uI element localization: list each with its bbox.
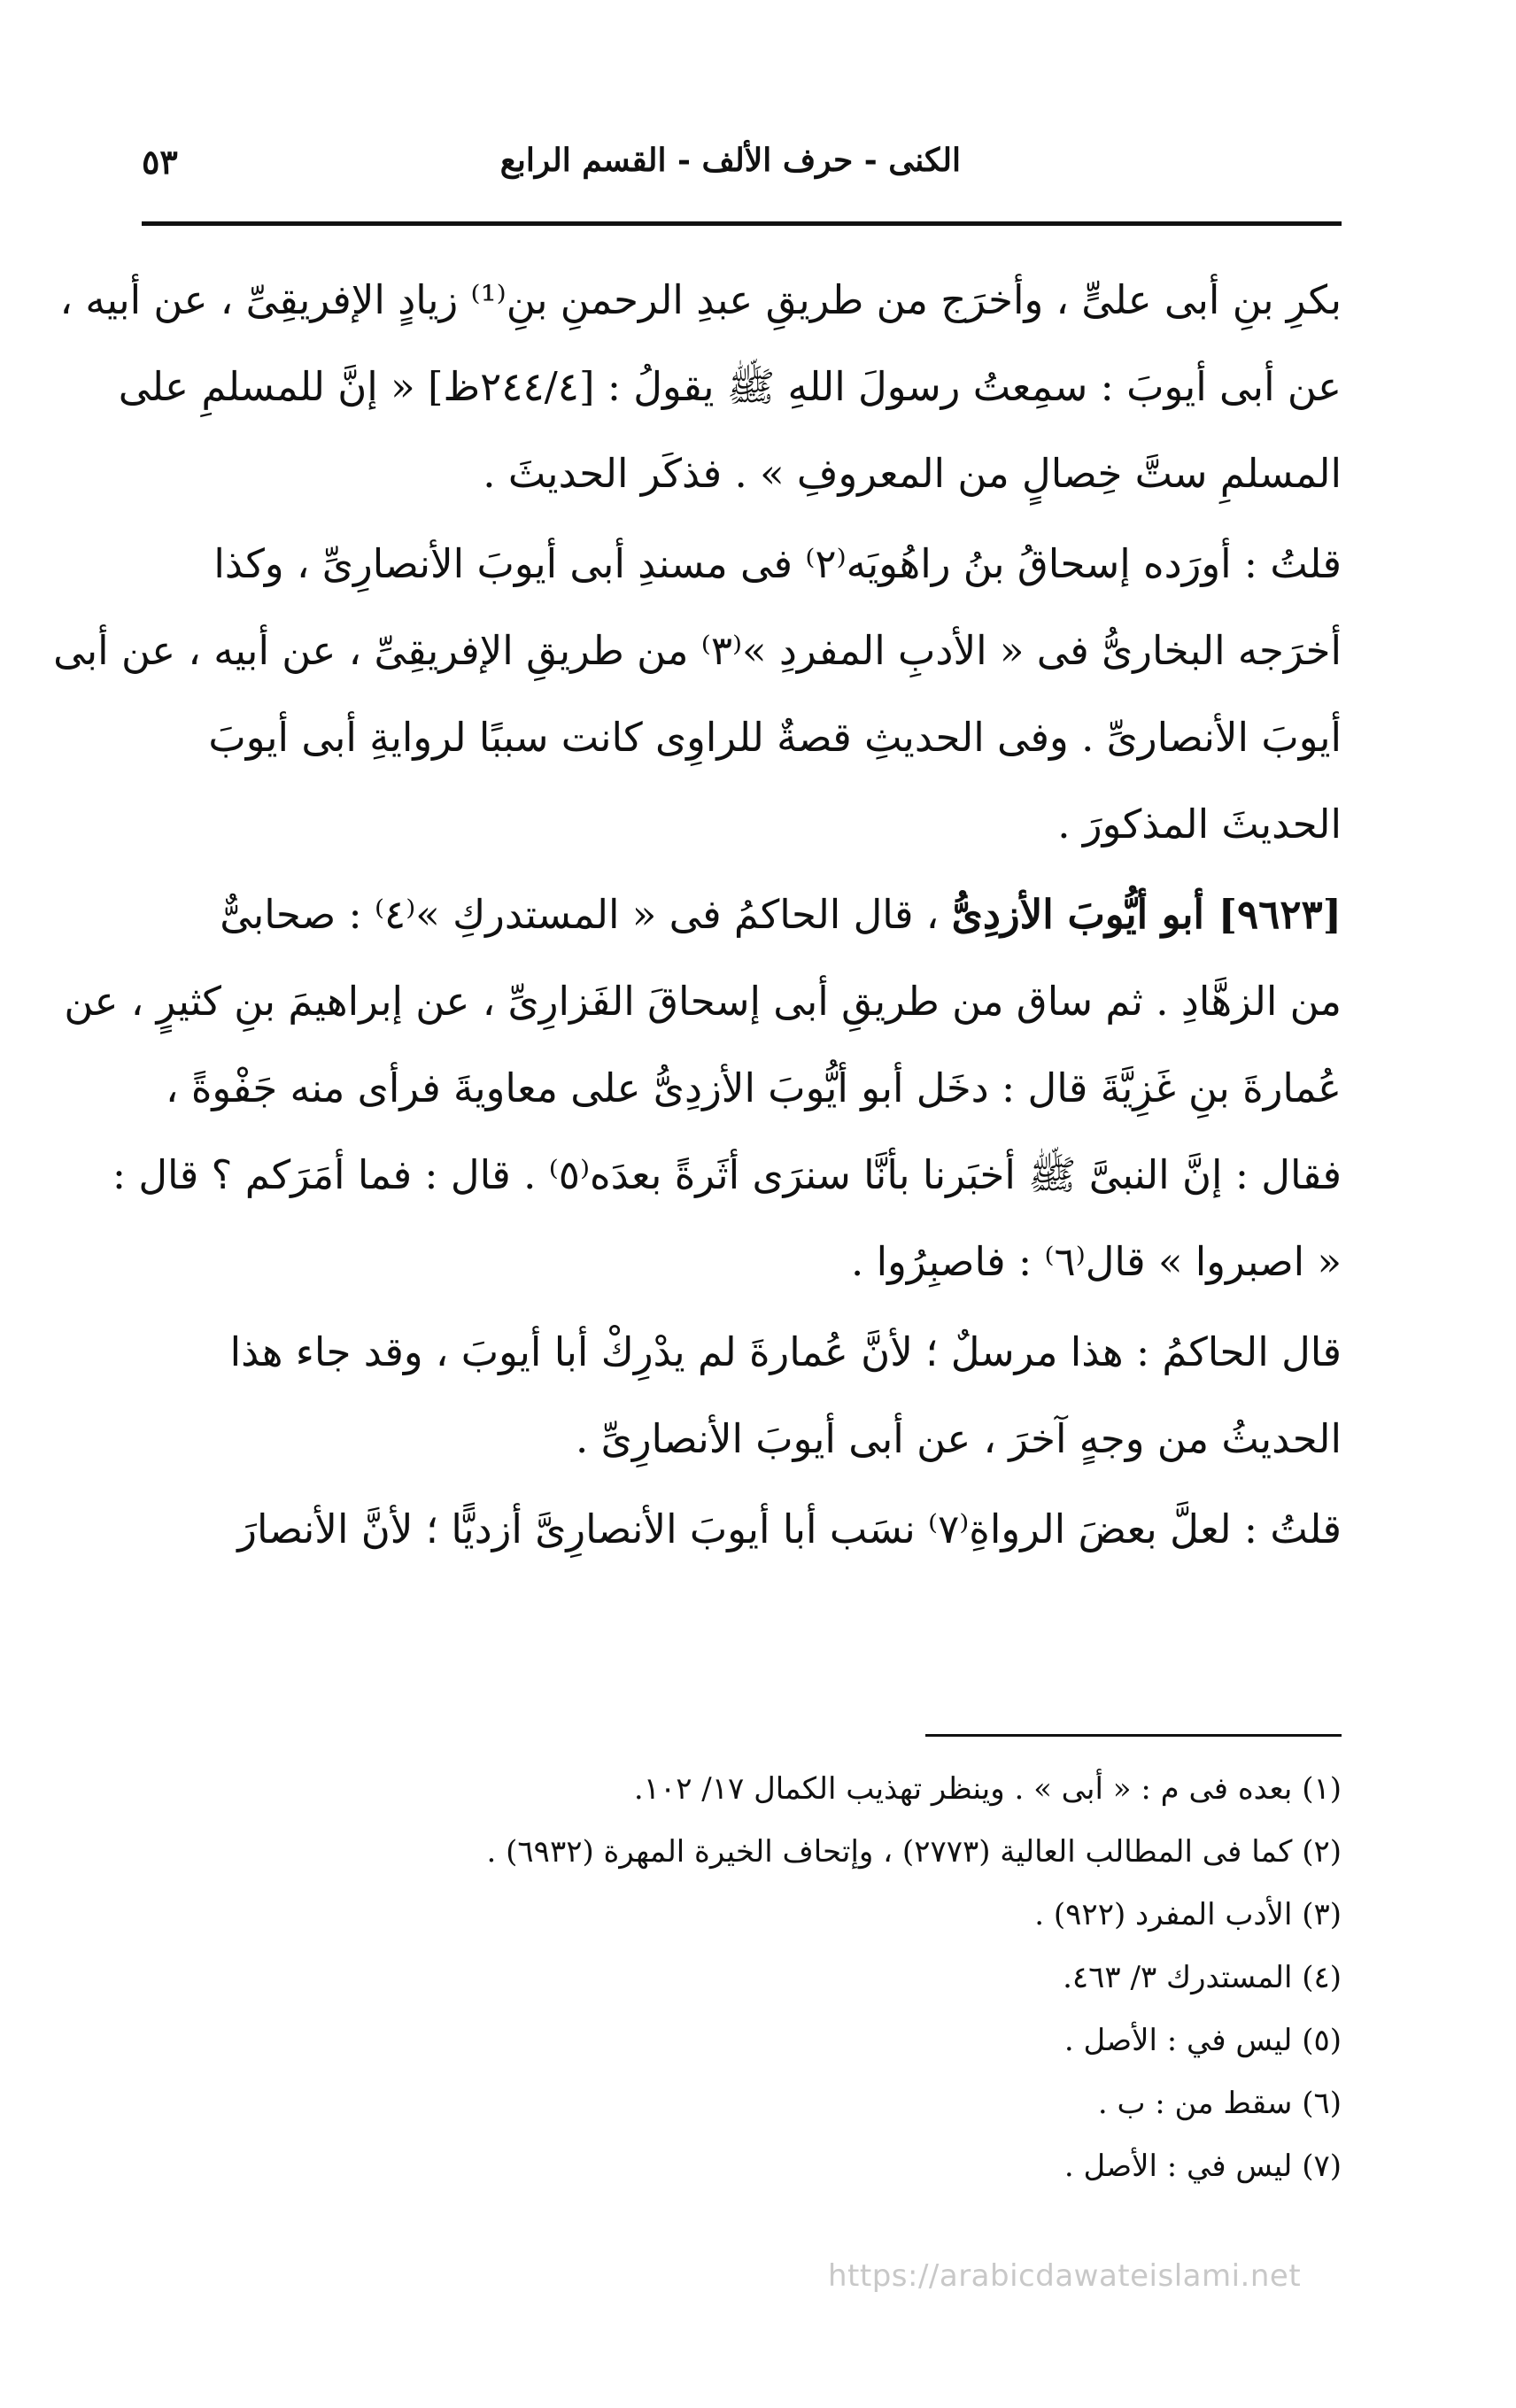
footnote-1: (١) بعده فى م : « أبى » . وينظر تهذيب الكمال ١٧/ ١٠٢. — [633, 1771, 1342, 1807]
footnote-7: (٧) ليس في : الأصل . — [1064, 2149, 1342, 2184]
running-title: الكنى - حرف الألف - القسم الرابع — [499, 142, 961, 179]
paragraph-4 — [142, 1309, 1342, 1483]
text-line: قلتُ : أورَده إسحاقُ بنُ راهُويَه⁽٢⁾ فى مسندِ أبى أيوبَ الأنصارِىِّ ، وكذا — [213, 540, 1342, 587]
header-divider — [142, 221, 1342, 226]
paragraph-2 — [53, 521, 1342, 868]
footnote-3: (٣) الأدب المفرد (٩٢٢) . — [1034, 1897, 1342, 1932]
footnote-divider — [925, 1734, 1342, 1737]
text-line: عن أبى أيوبَ : سمِعتُ رسولَ اللهِ ﷺ يقولُ : [٢٤٤/٤ظ] « إنَّ للمسلمِ على — [118, 363, 1342, 410]
text-line: الحديثُ من وجهٍ آخرَ ، عن أبى أيوبَ الأنصارِىِّ . — [576, 1415, 1342, 1462]
paragraph-5 — [142, 1486, 1342, 1573]
footnote-4: (٤) المستدرك ٣/ ٤٦٣. — [1063, 1960, 1342, 1995]
entry-9623 — [64, 871, 1342, 1305]
watermark-url: https://arabicdawateislami.net — [828, 2258, 1302, 2294]
text-line: قلتُ : لعلَّ بعضَ الرواةِ⁽٧⁾ نسَب أبا أيوبَ الأنصارِىَّ أزديًّا ؛ لأنَّ الأنصارَ — [237, 1506, 1342, 1552]
footnote-2: (٢) كما فى المطالب العالية (٢٧٧٣) ، وإتحاف الخيرة المهرة (٦٩٣٢) . — [486, 1834, 1342, 1870]
text-line: قال الحاكمُ : هذا مرسلٌ ؛ لأنَّ عُمارةَ لم يدْرِكْ أبا أيوبَ ، وقد جاء هذا — [229, 1328, 1342, 1375]
main-text — [53, 257, 1342, 1576]
footnote-6: (٦) سقط من : ب . — [1097, 2086, 1342, 2121]
text-line: من الزهَّادِ . ثم ساق من طريقِ أبى إسحاقَ الفَزارِىِّ ، عن إبراهيمَ بنِ كثيرٍ ، عن — [64, 978, 1342, 1025]
text-line: بكرِ بنِ أبى علىٍّ ، وأخرَج من طريقِ عبدِ الرحمنِ بنِ⁽¹⁾ زيادٍ الإفريقِىِّ ، عن أبيه ، — [59, 276, 1342, 323]
text-line: أيوبَ الأنصارىِّ . وفى الحديثِ قصةٌ للراوِى كانت سببًا لروايةِ أبى أيوبَ — [208, 714, 1342, 761]
text-line: عُمارةَ بنِ غَزِيَّةَ قال : دخَل أبو أيُّوبَ الأزدِىُّ على معاويةَ فرأى منه جَفْوةً ، — [166, 1065, 1342, 1111]
page-header — [142, 142, 1342, 204]
page-number: ٥٣ — [142, 142, 178, 182]
text-line: أخرَجه البخارىُّ فى « الأدبِ المفردِ »⁽٣⁾ من طريقِ الإفريقِىِّ ، عن أبيه ، عن أبى — [53, 627, 1342, 674]
paragraph-1 — [59, 257, 1342, 517]
text-line: « اصبروا » قال⁽٦⁾ : فاصبِرُوا . — [851, 1238, 1342, 1285]
entry-first-line: ، قال الحاكمُ فى « المستدركِ »⁽٤⁾ : صحابىٌّ — [220, 891, 940, 938]
footnote-5: (٥) ليس في : الأصل . — [1064, 2023, 1342, 2058]
text-line: المسلمِ ستَّ خِصالٍ من المعروفِ » . فذكَر الحديثَ . — [483, 450, 1342, 497]
entry-label: [٩٦٢٣] أبو أيُّوبَ الأزدِىُّ — [951, 891, 1342, 938]
text-line — [142, 871, 1342, 958]
text-line: الحديثَ المذكورَ . — [1057, 801, 1342, 848]
text-line: فقال : إنَّ النبىَّ ﷺ أخبَرنا بأنَّا سنرَى أثَرةً بعدَه⁽٥⁾ . قال : فما أمَرَكم ؟ قال : — [112, 1151, 1342, 1198]
footnotes — [142, 1758, 1342, 2198]
